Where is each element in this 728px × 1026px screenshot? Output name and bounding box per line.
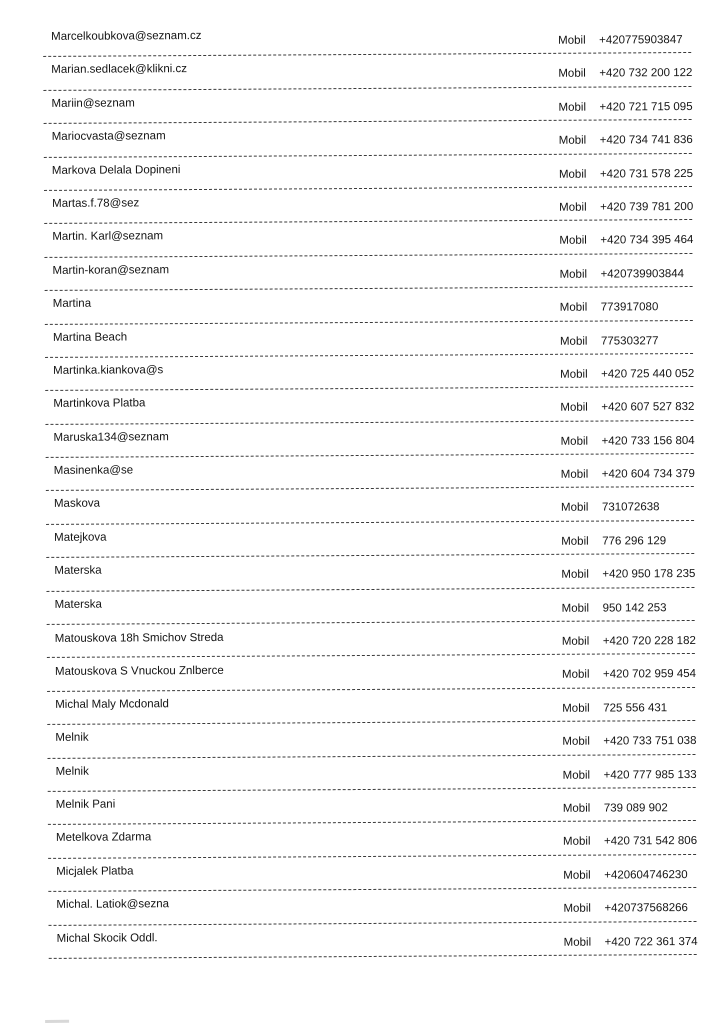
contact-phone: +420 734 741 836 bbox=[599, 134, 693, 147]
contact-phone: 775303277 bbox=[600, 334, 659, 348]
scan-artifact-mark bbox=[45, 1020, 69, 1023]
contact-name: Mariocvasta@seznam bbox=[51, 130, 166, 144]
contact-row bbox=[46, 487, 694, 524]
contact-row bbox=[45, 287, 693, 324]
contact-phone-type: Mobil bbox=[560, 401, 588, 415]
contact-row bbox=[46, 554, 694, 591]
contact-row bbox=[45, 421, 693, 458]
contact-name: Michal. Latiok@sezna bbox=[56, 898, 170, 912]
contact-phone: +420 739 781 200 bbox=[600, 200, 694, 214]
contact-phone-type: Mobil bbox=[560, 502, 589, 515]
contact-row bbox=[47, 621, 695, 658]
contact-phone-type: Mobil bbox=[561, 535, 589, 548]
contact-name: Melnik Pani bbox=[55, 798, 116, 811]
contact-phone: +420 721 715 095 bbox=[599, 100, 693, 114]
contact-phone: +420 607 527 832 bbox=[601, 401, 695, 414]
contact-name: Micjalek Platba bbox=[56, 865, 134, 878]
contact-name: Martinka.kiankova@s bbox=[53, 364, 164, 377]
contact-name: Martinkova Platba bbox=[53, 397, 146, 411]
contact-phone: +420604746230 bbox=[604, 868, 688, 882]
contact-row bbox=[48, 888, 696, 925]
contact-row bbox=[43, 53, 691, 90]
contact-phone: +420 734 395 464 bbox=[600, 234, 694, 247]
contact-name: Mariin@seznam bbox=[51, 97, 135, 110]
contact-row bbox=[47, 688, 695, 725]
contact-phone: +420 702 959 454 bbox=[602, 668, 697, 681]
contact-name: Martina bbox=[52, 297, 92, 311]
contact-row bbox=[44, 154, 692, 191]
contact-phone: 725 556 431 bbox=[603, 701, 668, 715]
contact-phone-type: Mobil bbox=[563, 936, 592, 949]
contact-name: Michal Skocik Oddl. bbox=[56, 931, 158, 945]
contact-phone-type: Mobil bbox=[560, 368, 588, 381]
contact-row bbox=[47, 721, 695, 758]
contact-phone: +420 731 542 806 bbox=[603, 835, 698, 848]
contact-name: Martin. Karl@seznam bbox=[52, 230, 164, 244]
contact-phone: +420 722 361 374 bbox=[604, 935, 698, 949]
contact-phone-type: Mobil bbox=[559, 268, 588, 281]
contact-name: Melnik bbox=[55, 731, 89, 745]
contact-phone-type: Mobil bbox=[560, 468, 589, 481]
contact-list bbox=[43, 20, 697, 959]
contact-name: Martas.f.78@sez bbox=[52, 197, 140, 210]
contact-name: Materska bbox=[54, 564, 102, 578]
contact-name: Matouskova 18h Smichov Streda bbox=[54, 631, 224, 645]
contact-phone-type: Mobil bbox=[562, 802, 591, 815]
contact-phone-type: Mobil bbox=[562, 702, 590, 715]
contact-name: Michal Maly Mcdonald bbox=[55, 698, 169, 711]
contact-phone-type: Mobil bbox=[562, 835, 591, 849]
contact-row bbox=[43, 20, 691, 57]
contact-phone-type: Mobil bbox=[558, 34, 586, 47]
contact-row bbox=[44, 220, 692, 257]
contact-phone-type: Mobil bbox=[560, 435, 589, 448]
contact-row bbox=[46, 588, 694, 625]
contact-phone-type: Mobil bbox=[558, 168, 587, 181]
contact-row bbox=[49, 922, 697, 959]
contact-phone: +420 720 228 182 bbox=[602, 635, 696, 648]
contact-phone-type: Mobil bbox=[559, 301, 588, 314]
contact-phone: +420 731 578 225 bbox=[599, 167, 694, 181]
contact-name: Marian.sedlacek@klikni.cz bbox=[51, 63, 188, 77]
contact-phone: 773917080 bbox=[600, 301, 659, 314]
contact-name: Martin-koran@seznam bbox=[52, 263, 170, 277]
contact-name: Maskova bbox=[53, 498, 101, 511]
contact-row bbox=[48, 788, 696, 825]
contact-row bbox=[48, 755, 696, 792]
contact-phone-type: Mobil bbox=[562, 769, 591, 782]
contact-phone-type: Mobil bbox=[559, 234, 587, 248]
contact-row bbox=[46, 454, 694, 491]
contact-phone: +420775903847 bbox=[599, 34, 683, 47]
contact-row bbox=[48, 855, 696, 892]
contact-phone: +420 733 751 038 bbox=[603, 735, 697, 748]
contact-phone-type: Mobil bbox=[558, 134, 587, 147]
contact-phone: +420 733 156 804 bbox=[601, 434, 695, 448]
contact-phone-type: Mobil bbox=[559, 335, 588, 348]
contact-row bbox=[44, 254, 692, 291]
contact-phone: 731072638 bbox=[601, 501, 660, 515]
contact-row bbox=[45, 321, 693, 358]
contact-row bbox=[48, 821, 696, 858]
contact-row bbox=[45, 387, 693, 424]
contact-phone: 950 142 253 bbox=[602, 601, 667, 615]
contact-phone: 776 296 129 bbox=[602, 535, 667, 548]
contact-row bbox=[47, 654, 695, 691]
contact-phone: +420 732 200 122 bbox=[599, 67, 693, 80]
contact-phone-type: Mobil bbox=[563, 902, 591, 915]
contact-phone: +420737568266 bbox=[604, 902, 688, 915]
contact-row bbox=[44, 120, 692, 157]
contact-name: Marcelkoubkova@seznam.cz bbox=[51, 29, 202, 43]
contact-name: Markova Delala Dopineni bbox=[51, 163, 181, 177]
contact-name: Materska bbox=[54, 598, 102, 611]
contact-name: Masinenka@se bbox=[53, 464, 134, 477]
contact-name: Matejkova bbox=[54, 531, 107, 544]
contact-phone-type: Mobil bbox=[558, 68, 586, 81]
contact-phone-type: Mobil bbox=[561, 669, 590, 682]
contact-phone: 739 089 902 bbox=[603, 802, 668, 815]
contact-phone-type: Mobil bbox=[561, 635, 590, 648]
contact-phone-type: Mobil bbox=[561, 602, 590, 615]
contact-name: Maruska134@seznam bbox=[53, 430, 169, 444]
contact-phone-type: Mobil bbox=[559, 201, 587, 214]
contact-phone-type: Mobil bbox=[563, 869, 591, 882]
contact-phone: +420739903844 bbox=[600, 267, 685, 281]
contact-row bbox=[45, 354, 693, 391]
contact-row bbox=[44, 187, 692, 224]
contact-name: Matouskova S Vnuckou Znlberce bbox=[54, 665, 224, 679]
contact-phone: +420 950 178 235 bbox=[602, 568, 696, 581]
contact-phone: +420 604 734 379 bbox=[601, 468, 695, 481]
contact-phone-type: Mobil bbox=[561, 568, 589, 582]
contact-row bbox=[43, 87, 691, 124]
contact-name: Melnik bbox=[55, 765, 89, 778]
contact-phone-type: Mobil bbox=[558, 101, 587, 114]
contact-name: Martina Beach bbox=[52, 330, 128, 344]
contact-row bbox=[46, 521, 694, 558]
contact-phone-type: Mobil bbox=[562, 735, 590, 748]
contact-name: Metelkova Zdarma bbox=[55, 831, 152, 845]
contact-phone: +420 777 985 133 bbox=[603, 768, 697, 782]
contact-phone: +420 725 440 052 bbox=[601, 367, 695, 381]
